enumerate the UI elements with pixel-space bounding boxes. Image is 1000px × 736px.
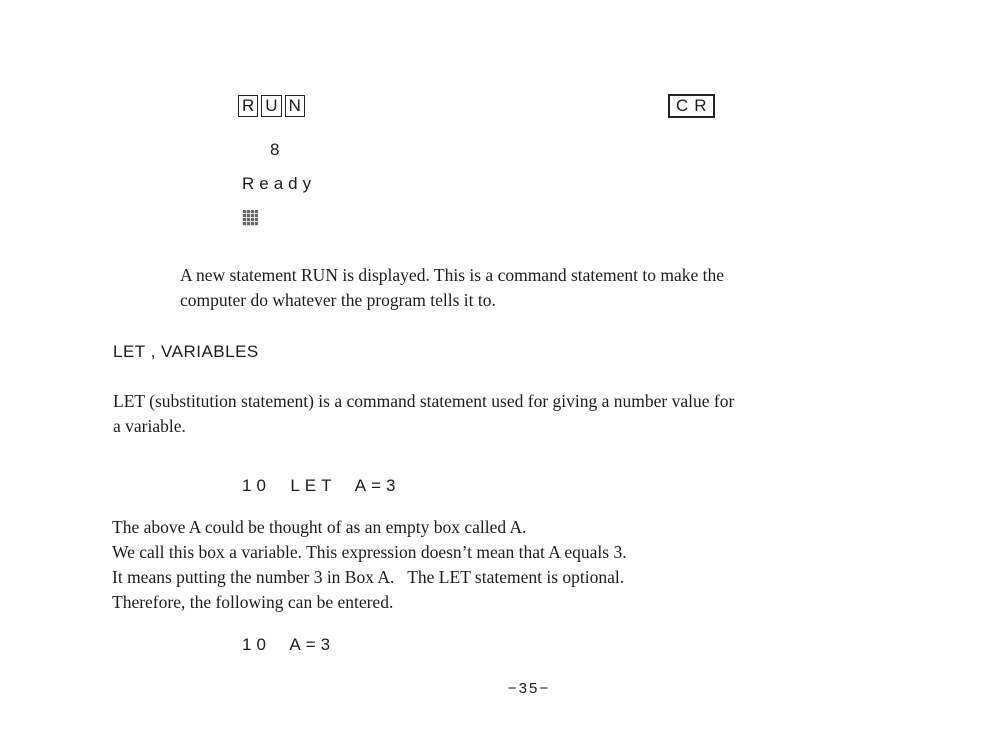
output-value: 8 <box>270 140 285 159</box>
key-n: N <box>285 95 305 117</box>
para3-line4: Therefore, the following can be entered. <box>112 592 394 612</box>
key-u: U <box>261 95 281 117</box>
code-example-let: 10 LET A=3 <box>242 476 401 495</box>
para1-line2: computer do whatever the program tells it to. <box>180 290 496 310</box>
paragraph-run-explanation <box>180 263 724 313</box>
cr-key-wrapper <box>668 94 715 118</box>
code-example-assignment: 10 A=3 <box>242 635 336 654</box>
section-heading: LET , VARIABLES <box>113 342 259 361</box>
block-cursor-icon <box>242 210 258 226</box>
ready-prompt: Ready <box>242 174 317 193</box>
para2-line1: LET (substitution statement) is a command statement used for giving a number value for <box>113 391 735 411</box>
key-r: R <box>238 95 258 117</box>
paragraph-variable-explanation <box>112 515 627 615</box>
page-number: −35− <box>507 680 551 697</box>
para3-line3: It means putting the number 3 in Box A. The LET statement is optional. <box>112 567 625 587</box>
paragraph-let-definition <box>113 389 734 439</box>
para3-line2: We call this box a variable. This expression doesn’t mean that A equals 3. <box>112 542 627 562</box>
para2-line2: a variable. <box>113 416 186 436</box>
para1-line1: A new statement RUN is displayed. This is a command statement to make the <box>180 265 725 285</box>
para3-line1: The above A could be thought of as an empty box called A. <box>112 517 527 537</box>
key-cr: CR <box>668 94 715 118</box>
run-key-sequence <box>238 95 305 117</box>
